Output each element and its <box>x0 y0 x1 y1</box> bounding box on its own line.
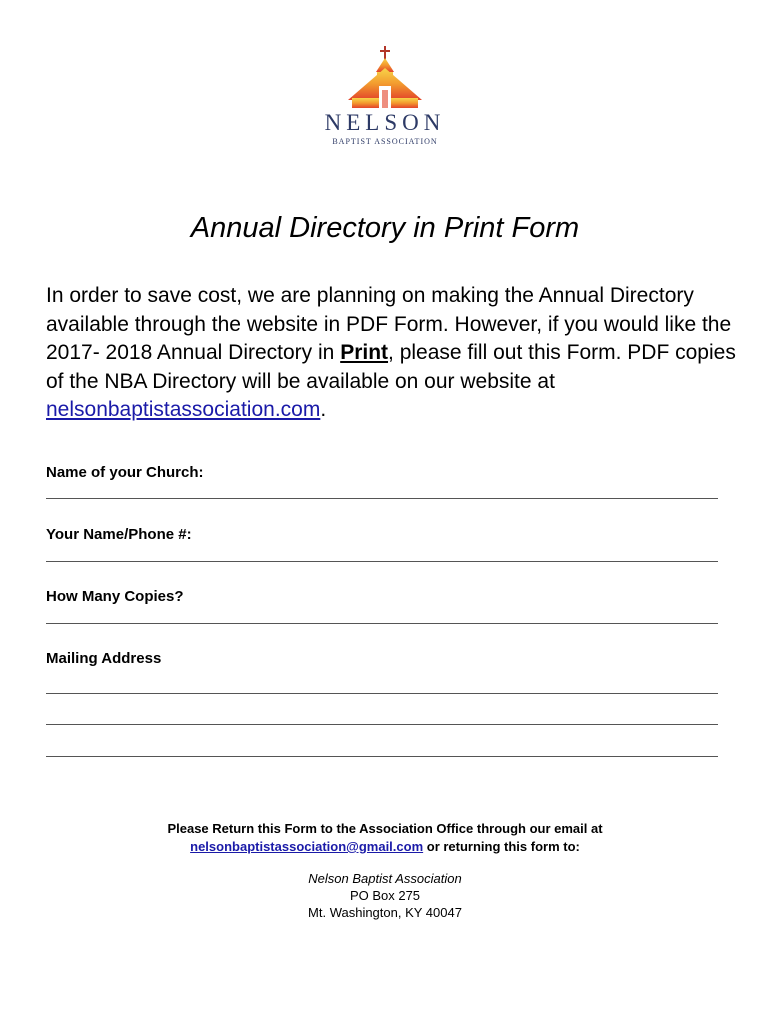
mailing-address-line-1[interactable] <box>46 693 718 694</box>
mailing-address-label: Mailing Address <box>46 650 162 667</box>
intro-text-1: In order to save cost, we are planning on making the Annual Directory available through the website in PDF Form. However, if you would like the 2017- 2018 Annual Directory in <box>46 284 732 364</box>
return-instructions-tail: or returning this form to: <box>423 839 580 854</box>
church-name-label: Name of your Church: <box>46 464 204 481</box>
name-phone-label: Your Name/Phone #: <box>46 526 192 543</box>
mailing-address-line-2[interactable] <box>46 724 718 725</box>
organization-name: Nelson Baptist Association <box>308 871 462 886</box>
po-box: PO Box 275 <box>349 888 421 903</box>
mailing-address-block <box>0 870 770 921</box>
city-state-zip: Mt. Washington, KY 40047 <box>308 905 462 920</box>
return-instructions-line2 <box>0 838 770 856</box>
name-phone-line[interactable] <box>46 561 718 562</box>
return-instructions-line1: Please Return this Form to the Association Office through our email at <box>167 821 603 836</box>
copies-line[interactable] <box>46 623 718 624</box>
return-instructions <box>0 820 770 856</box>
intro-text-3: . <box>320 398 327 421</box>
copies-label: How Many Copies? <box>46 588 184 605</box>
mailing-address-line-3[interactable] <box>46 756 718 757</box>
intro-text-2: , please fill out this Form. PDF copies of the NBA Directory will be available on our website at <box>46 341 736 393</box>
logo-name: NELSON <box>324 110 446 135</box>
logo-subtitle: BAPTIST ASSOCIATION <box>332 137 438 146</box>
page-title: Annual Directory in Print Form <box>190 212 580 244</box>
intro-paragraph <box>46 282 736 425</box>
church-steeple-icon <box>330 42 440 108</box>
nelson-logo <box>0 42 770 146</box>
print-emphasis: Print <box>340 341 389 364</box>
email-link[interactable]: nelsonbaptistassociation@gmail.com <box>190 839 424 854</box>
church-name-line[interactable] <box>46 498 718 499</box>
website-link[interactable]: nelsonbaptistassociation.com <box>46 398 321 421</box>
